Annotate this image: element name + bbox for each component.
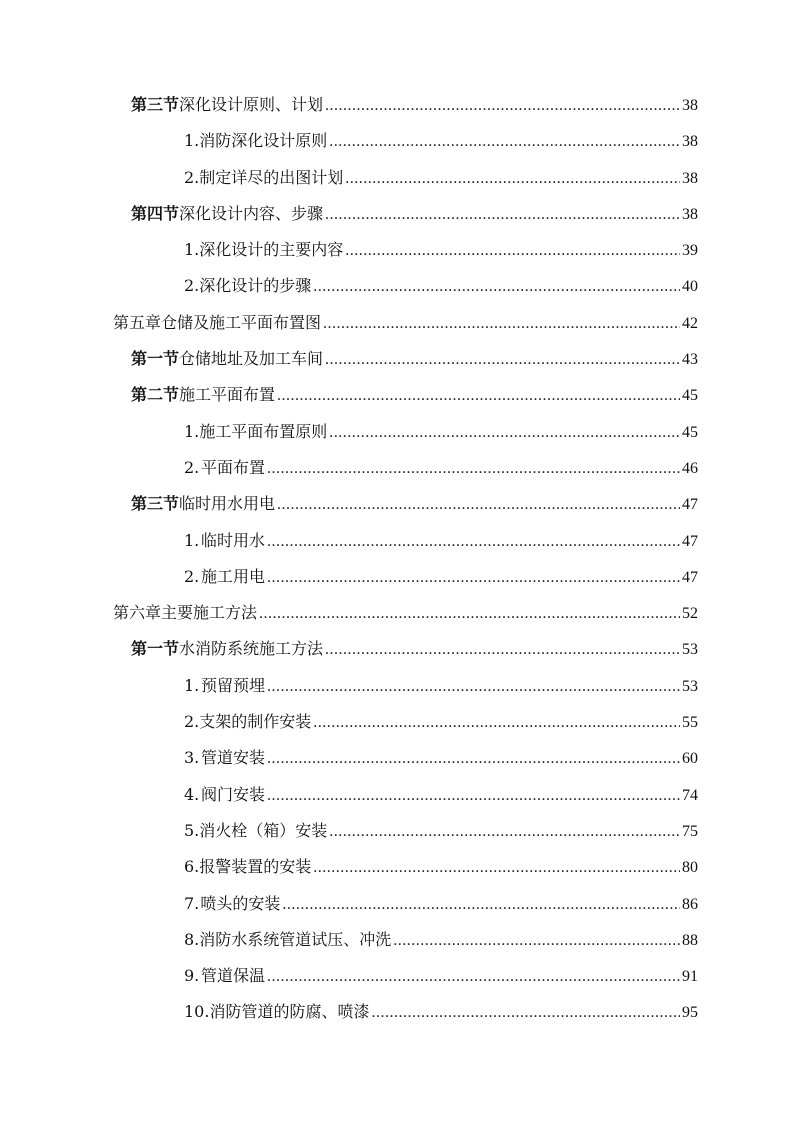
toc-entry-number: 2. — [184, 566, 200, 586]
toc-entry-page-number: 38 — [682, 169, 698, 187]
toc-entry-page-number: 45 — [682, 387, 698, 405]
toc-entry-page-number: 43 — [682, 351, 698, 369]
dot-leader — [325, 632, 680, 668]
toc-entry-number: 1. — [184, 530, 200, 550]
dot-leader — [267, 959, 680, 995]
toc-entry-page-number: 47 — [682, 496, 698, 514]
dot-leader — [282, 887, 680, 923]
toc-entry-number: 2. — [184, 276, 200, 296]
toc-entry-number: 6. — [184, 857, 200, 877]
toc-entry-title: 临时用水用电 — [179, 494, 276, 514]
toc-entry-chapter[interactable] — [0, 305, 793, 341]
dot-leader — [267, 741, 680, 777]
toc-entry-section[interactable] — [0, 196, 793, 232]
toc-entry-page-number: 74 — [682, 786, 698, 804]
toc-entry-title: 消防深化设计原则 — [199, 131, 328, 151]
table-of-contents — [0, 87, 793, 1031]
dot-leader — [329, 415, 680, 451]
dot-leader — [267, 669, 680, 705]
toc-entry-item[interactable] — [0, 994, 793, 1030]
toc-entry-item[interactable] — [0, 740, 793, 776]
toc-entry-title: 深化设计的主要内容 — [199, 240, 344, 260]
dot-leader — [345, 233, 680, 269]
toc-entry-title: 消火栓（箱）安装 — [199, 820, 328, 840]
toc-entry-title: 主要施工方法 — [161, 603, 258, 623]
toc-entry-number: 第三节 — [131, 494, 180, 514]
toc-entry-section[interactable] — [0, 87, 793, 123]
toc-entry-section[interactable] — [0, 631, 793, 667]
toc-entry-chapter[interactable] — [0, 595, 793, 631]
toc-entry-page-number: 46 — [682, 459, 698, 477]
toc-entry-number: 1. — [184, 240, 200, 260]
toc-entry-page-number: 45 — [682, 423, 698, 441]
toc-entry-page-number: 53 — [682, 677, 698, 695]
toc-entry-title: 预留预埋 — [200, 675, 265, 695]
dot-leader — [277, 378, 680, 414]
toc-entry-page-number: 55 — [682, 714, 698, 732]
toc-entry-item[interactable] — [0, 668, 793, 704]
toc-entry-number: 2. — [184, 167, 200, 187]
toc-entry-item[interactable] — [0, 886, 793, 922]
toc-entry-number: 9. — [184, 966, 200, 986]
toc-entry-page-number: 86 — [682, 895, 698, 913]
dot-leader — [323, 306, 680, 342]
dot-leader — [325, 88, 680, 124]
toc-entry-page-number: 80 — [682, 859, 698, 877]
toc-entry-item[interactable] — [0, 922, 793, 958]
toc-entry-title: 施工平面布置 — [179, 385, 276, 405]
toc-entry-title: 支架的制作安装 — [199, 712, 312, 732]
toc-entry-title: 平面布置 — [200, 457, 265, 477]
toc-entry-number: 1. — [184, 675, 200, 695]
toc-entry-title: 施工平面布置原则 — [199, 421, 328, 441]
dot-leader — [267, 524, 680, 560]
toc-entry-item[interactable] — [0, 523, 793, 559]
toc-entry-section[interactable] — [0, 486, 793, 522]
toc-entry-number: 第六章 — [113, 603, 162, 623]
dot-leader — [371, 995, 680, 1031]
toc-entry-item[interactable] — [0, 777, 793, 813]
toc-entry-item[interactable] — [0, 958, 793, 994]
toc-entry-number: 2. — [184, 712, 200, 732]
toc-entry-page-number: 53 — [682, 641, 698, 659]
toc-entry-number: 8. — [184, 929, 200, 949]
toc-entry-number: 第二节 — [131, 385, 180, 405]
toc-entry-number: 第三节 — [131, 95, 180, 114]
dot-leader — [259, 596, 680, 632]
toc-entry-item[interactable] — [0, 232, 793, 268]
toc-entry-title: 深化设计内容、步骤 — [179, 203, 324, 223]
toc-entry-page-number: 47 — [682, 532, 698, 550]
toc-entry-number: 第四节 — [131, 203, 180, 223]
toc-entry-title: 临时用水 — [200, 530, 265, 550]
toc-entry-item[interactable] — [0, 813, 793, 849]
toc-entry-page-number: 40 — [682, 278, 698, 296]
toc-entry-title: 仓储及施工平面布置图 — [161, 312, 322, 332]
toc-entry-title: 消防管道的防腐、喷漆 — [209, 1002, 370, 1022]
toc-entry-title: 深化设计的步骤 — [199, 276, 312, 296]
toc-entry-title: 施工用电 — [200, 566, 265, 586]
toc-entry-page-number: 91 — [682, 968, 698, 986]
toc-entry-page-number: 52 — [682, 605, 698, 623]
toc-entry-number: 5. — [184, 820, 200, 840]
dot-leader — [329, 814, 680, 850]
toc-entry-number: 7. — [184, 893, 200, 913]
toc-entry-number: 3. — [184, 748, 200, 768]
toc-entry-title: 报警装置的安装 — [199, 857, 312, 877]
toc-entry-page-number: 39 — [682, 242, 698, 260]
toc-entry-number: 2. — [184, 457, 200, 477]
dot-leader — [393, 923, 680, 959]
toc-entry-number: 10. — [184, 1002, 210, 1022]
toc-entry-item[interactable] — [0, 160, 793, 196]
dot-leader — [267, 451, 680, 487]
toc-entry-page-number: 47 — [682, 568, 698, 586]
toc-entry-title: 管道安装 — [200, 748, 265, 768]
toc-entry-item[interactable] — [0, 414, 793, 450]
toc-entry-number: 1. — [184, 421, 200, 441]
toc-entry-page-number: 60 — [682, 750, 698, 768]
toc-entry-page-number: 38 — [682, 133, 698, 151]
toc-entry-title: 水消防系统施工方法 — [179, 639, 324, 659]
toc-entry-page-number: 42 — [682, 314, 698, 332]
dot-leader — [325, 197, 680, 233]
toc-entry-title: 消防水系统管道试压、冲洗 — [199, 929, 392, 949]
dot-leader — [313, 705, 680, 741]
toc-entry-item[interactable] — [0, 450, 793, 486]
dot-leader — [313, 269, 680, 305]
toc-entry-title: 制定详尽的出图计划 — [199, 167, 344, 187]
dot-leader — [313, 850, 680, 886]
toc-entry-number: 第一节 — [131, 639, 180, 659]
toc-entry-title: 深化设计原则、计划 — [179, 95, 324, 114]
toc-entry-item[interactable] — [0, 849, 793, 885]
toc-entry-page-number: 88 — [682, 931, 698, 949]
toc-entry-number: 1. — [184, 131, 200, 151]
toc-entry-page-number: 95 — [682, 1004, 698, 1022]
toc-entry-item[interactable] — [0, 123, 793, 159]
dot-leader — [345, 161, 680, 197]
toc-entry-title: 喷头的安装 — [200, 893, 281, 913]
toc-entry-section[interactable] — [0, 341, 793, 377]
toc-entry-page-number: 75 — [682, 822, 698, 840]
toc-entry-number: 第五章 — [113, 312, 162, 332]
dot-leader — [267, 778, 680, 814]
toc-entry-page-number: 38 — [682, 97, 698, 114]
toc-entry-number: 第一节 — [131, 349, 180, 369]
toc-entry-title: 阀门安装 — [200, 784, 265, 804]
dot-leader — [329, 124, 680, 160]
dot-leader — [277, 487, 680, 523]
toc-entry-item[interactable] — [0, 268, 793, 304]
toc-entry-item[interactable] — [0, 704, 793, 740]
toc-entry-section[interactable] — [0, 377, 793, 413]
toc-entry-item[interactable] — [0, 559, 793, 595]
toc-entry-number: 4. — [184, 784, 200, 804]
toc-entry-page-number: 38 — [682, 205, 698, 223]
dot-leader — [267, 560, 680, 596]
dot-leader — [325, 342, 680, 378]
toc-entry-title: 仓储地址及加工车间 — [179, 349, 324, 369]
toc-entry-title: 管道保温 — [200, 966, 265, 986]
